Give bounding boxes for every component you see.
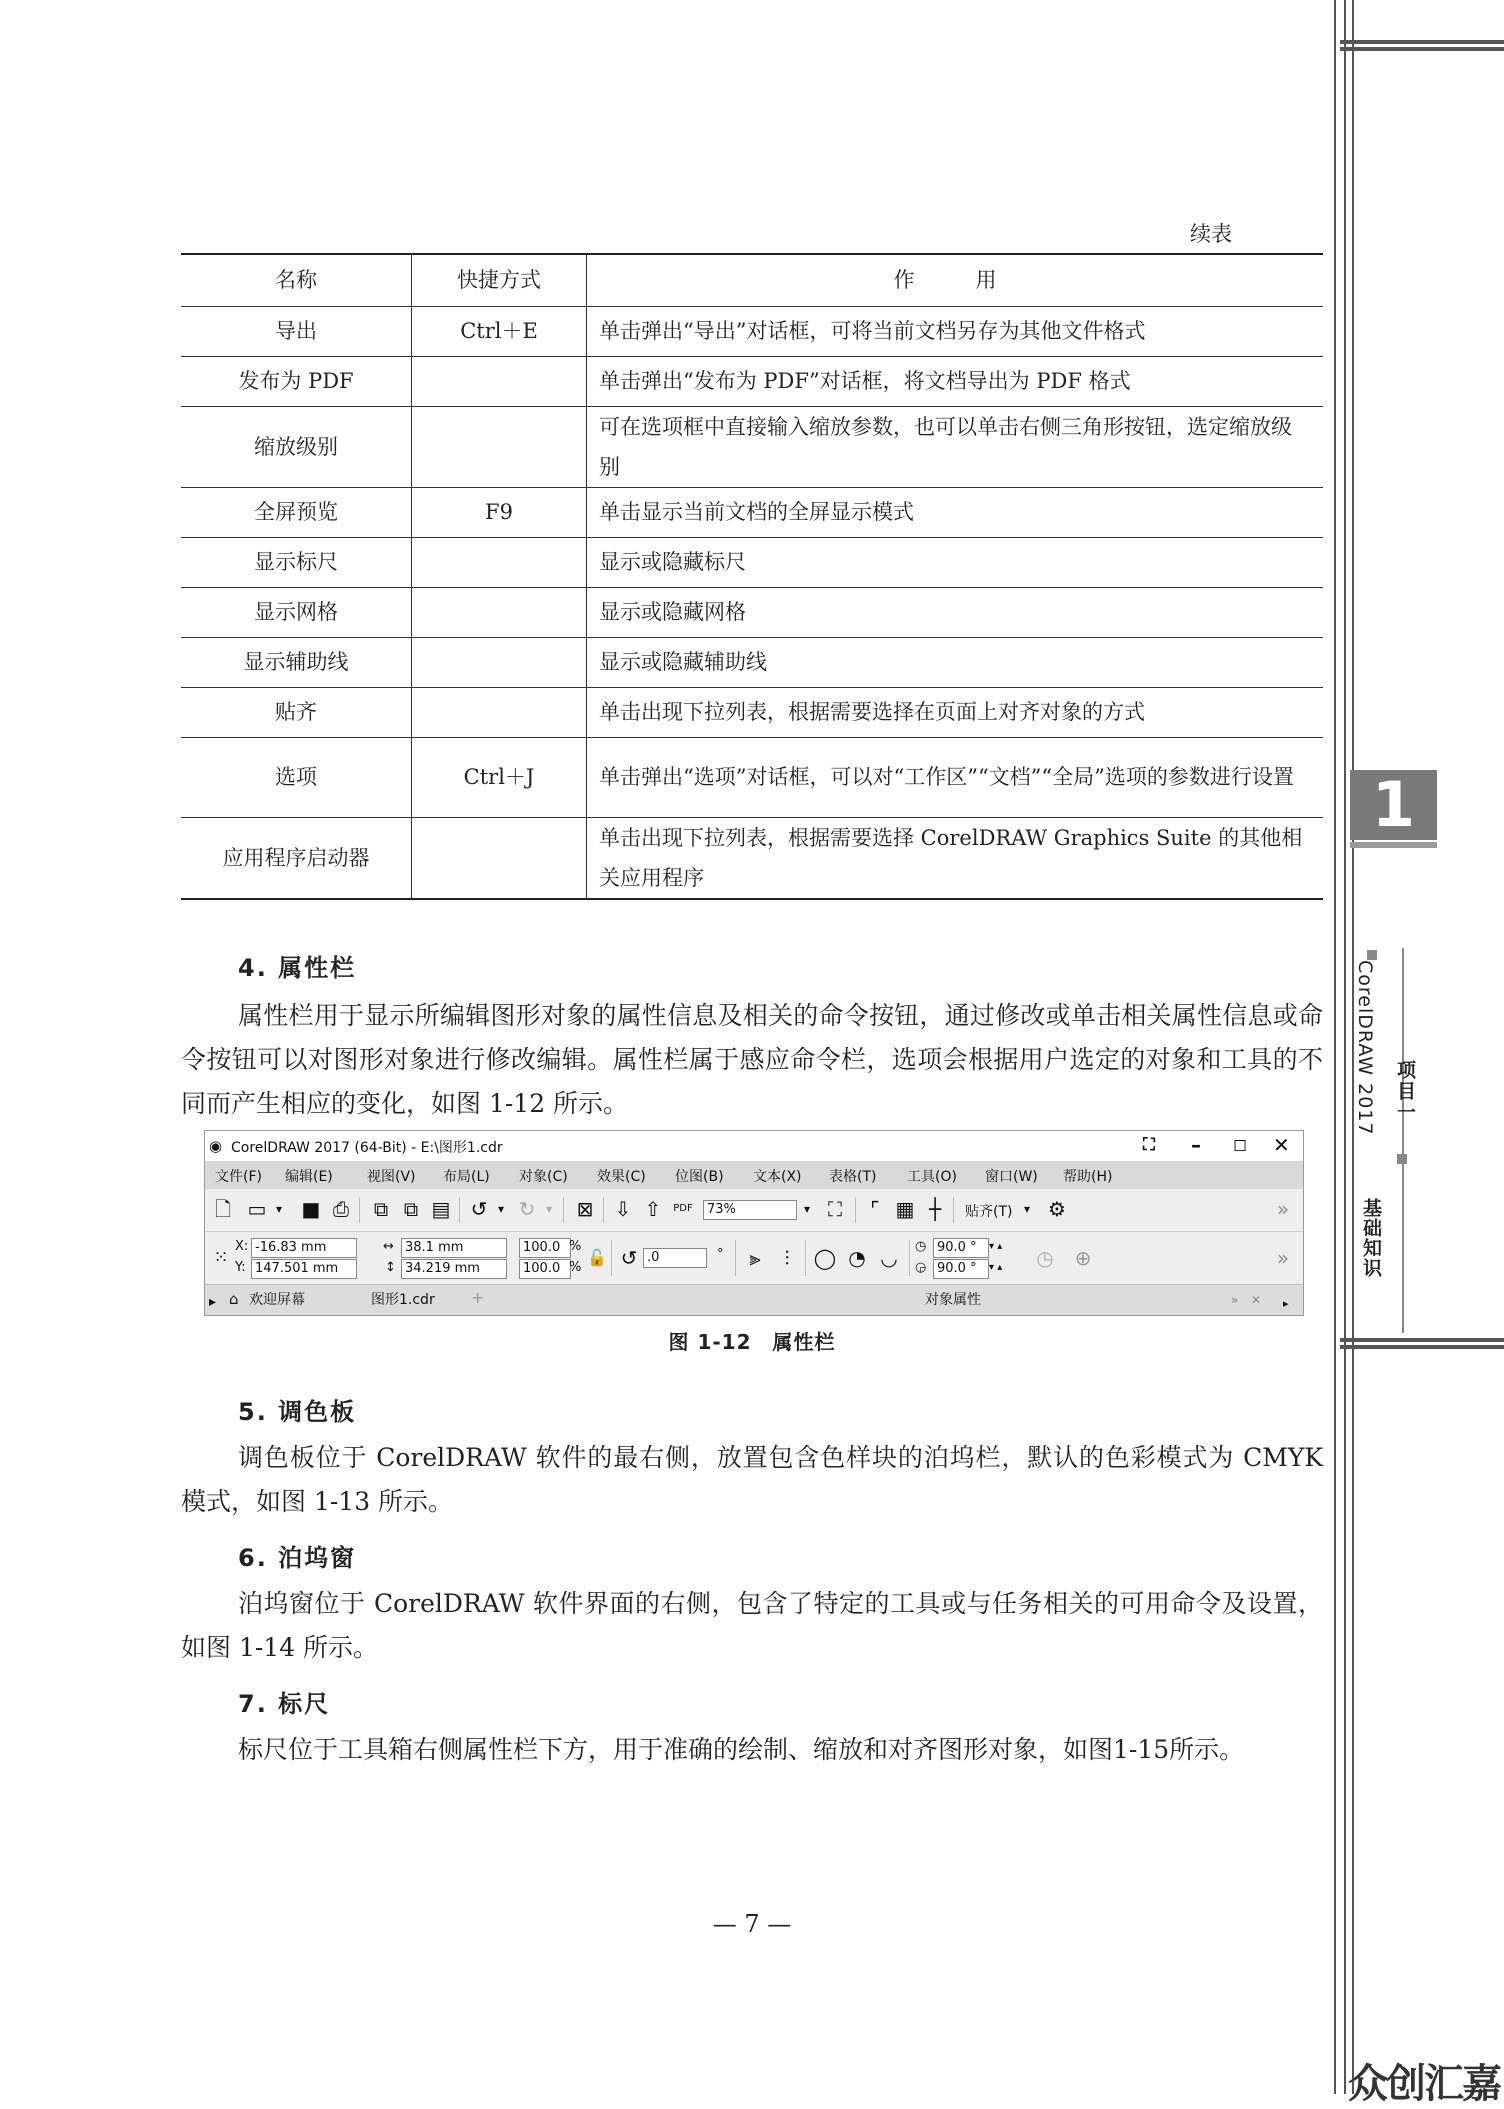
toolbar-separator (563, 1197, 564, 1223)
page-number: — 7 — (712, 1910, 792, 1938)
docker-collapse-icon[interactable]: » (1231, 1293, 1239, 1307)
tab-welcome-screen[interactable]: 欢迎屏幕 (249, 1292, 305, 1308)
spinner-icon[interactable]: ▾ ▴ (989, 1241, 1003, 1252)
menu-bar (205, 1161, 1303, 1189)
width-icon: ↔ (383, 1239, 394, 1254)
cell-name: 选项 (181, 737, 412, 817)
minimize-icon[interactable]: – (1191, 1133, 1201, 1157)
toolbar-separator (909, 1240, 910, 1276)
arc-icon[interactable]: ◡ (880, 1246, 898, 1270)
toolbar-separator (611, 1240, 612, 1276)
redo-icon[interactable]: ↻ (518, 1197, 536, 1221)
cell-shortcut: Ctrl＋E (412, 306, 587, 356)
cell-shortcut: F9 (412, 487, 587, 537)
cell-shortcut (412, 817, 587, 899)
percent-label: % (569, 1260, 582, 1275)
menu-tools[interactable]: 工具(O) (907, 1169, 957, 1185)
cell-name: 导出 (181, 306, 412, 356)
standard-toolbar (205, 1189, 1303, 1232)
cell-name: 全屏预览 (181, 487, 412, 537)
table-row (181, 817, 1323, 899)
side-title-en: CorelDRAW 2017 (1354, 960, 1376, 1136)
cell-name: 应用程序启动器 (181, 817, 412, 899)
dropdown-arrow-icon[interactable]: ▾ (275, 1202, 283, 1216)
cell-shortcut (412, 587, 587, 637)
side-title-cn: 基础知识 (1360, 1198, 1382, 1278)
section-heading: 7. 标尺 (238, 1690, 331, 1718)
cut-icon[interactable]: ⧉ (373, 1197, 389, 1221)
section-heading: 6. 泊坞窗 (238, 1544, 357, 1572)
mirror-horizontal-icon[interactable]: ⫸ (749, 1246, 761, 1270)
snap-dropdown-icon[interactable]: ▾ (1023, 1202, 1031, 1216)
full-screen-icon[interactable]: ⛶ (828, 1197, 842, 1221)
toolbar-separator (735, 1240, 736, 1276)
zoom-dropdown-icon[interactable]: ▾ (803, 1202, 811, 1216)
menu-shortcut-table (181, 253, 1323, 900)
side-project-label: 项目一 (1394, 1060, 1416, 1123)
home-icon: ⌂ (229, 1290, 239, 1308)
menu-object[interactable]: 对象(C) (519, 1169, 568, 1185)
add-icon[interactable]: ⊕ (1074, 1246, 1092, 1270)
menu-text[interactable]: 文本(X) (753, 1169, 802, 1185)
save-icon[interactable]: ■ (301, 1197, 321, 1221)
snap-to-menu[interactable]: 贴齐(T) (965, 1204, 1013, 1220)
menu-window[interactable]: 窗口(W) (985, 1169, 1038, 1185)
table-row (181, 687, 1323, 737)
cell-shortcut (412, 537, 587, 587)
zoom-level-field[interactable]: 73% (703, 1200, 797, 1220)
toolbox-flyout-icon[interactable]: ▸ (209, 1294, 217, 1310)
cell-name: 缩放级别 (181, 406, 412, 487)
table-row (181, 406, 1323, 487)
menu-view[interactable]: 视图(V) (367, 1169, 416, 1185)
table-row (181, 356, 1323, 406)
tab-document[interactable]: 图形1.cdr (371, 1292, 435, 1308)
table-row (181, 637, 1323, 687)
y-label: Y: (235, 1260, 246, 1275)
title-bar (205, 1131, 1303, 1161)
mirror-vertical-icon[interactable]: ⫶ (784, 1246, 790, 1270)
property-bar (205, 1232, 1303, 1285)
propbar-overflow-icon[interactable]: » (1276, 1246, 1290, 1270)
cell-desc: 可在选项框中直接输入缩放参数，也可以单击右侧三角形按钮，选定缩放级别 (587, 406, 1324, 487)
options-gear-icon[interactable]: ⚙ (1048, 1197, 1066, 1221)
percent-label: % (569, 1239, 582, 1254)
menu-bitmap[interactable]: 位图(B) (675, 1169, 724, 1185)
show-guidelines-icon[interactable]: ┼ (928, 1197, 942, 1221)
cell-desc: 显示或隐藏标尺 (587, 537, 1324, 587)
cell-desc: 单击出现下拉列表，根据需要选择 CorelDRAW Graphics Suite 的其他相关应用程序 (587, 817, 1324, 899)
docker-scroll-icon[interactable]: ▸ (1283, 1297, 1289, 1310)
start-angle-input[interactable]: 90.0 ° (933, 1238, 989, 1258)
y-position-input[interactable]: 147.501 mm (251, 1259, 357, 1279)
table-row (181, 737, 1323, 817)
scale-height-input[interactable]: 100.0 (519, 1259, 571, 1279)
toolbar-separator (603, 1197, 604, 1223)
section-paragraph: 调色板位于 CorelDRAW 软件的最右侧，放置包含色样块的泊坞栏，默认的色彩模式为 CMYK 模式，如图 1-13 所示。 (181, 1443, 1323, 1516)
open-icon[interactable]: ▭ (247, 1197, 267, 1221)
figure-caption: 图 1-12 属性栏 (668, 1330, 836, 1354)
toolbar-separator (855, 1197, 856, 1223)
cell-shortcut: Ctrl＋J (412, 737, 587, 817)
x-position-input[interactable]: -16.83 mm (251, 1238, 357, 1258)
square-mark-icon (1397, 1154, 1407, 1164)
width-input[interactable]: 38.1 mm (401, 1238, 507, 1258)
docker-close-icon[interactable]: ✕ (1251, 1293, 1262, 1307)
height-icon: ↕ (385, 1260, 396, 1275)
cell-desc: 显示或隐藏网格 (587, 587, 1324, 637)
table-row (181, 537, 1323, 587)
cell-name: 显示辅助线 (181, 637, 412, 687)
cell-desc: 显示或隐藏辅助线 (587, 637, 1324, 687)
cell-name: 贴齐 (181, 687, 412, 737)
cell-name: 显示网格 (181, 587, 412, 637)
cell-desc: 单击弹出“选项”对话框，可以对“工作区”“文档”“全局”选项的参数进行设置 (587, 737, 1324, 817)
lock-ratio-icon[interactable]: 🔓 (587, 1248, 607, 1267)
table-header-shortcut: 快捷方式 (412, 254, 587, 306)
object-origin-icon[interactable]: ⁙ (213, 1247, 229, 1268)
dropdown-arrow-icon[interactable]: ▾ (497, 1202, 505, 1216)
cell-shortcut (412, 406, 587, 487)
search-content-icon[interactable]: ⊠ (576, 1197, 594, 1221)
maximize-icon[interactable]: ◻ (1233, 1135, 1248, 1155)
undo-icon[interactable]: ↺ (470, 1197, 488, 1221)
table-header-name: 名称 (181, 254, 412, 306)
new-document-icon[interactable]: 🗋 (214, 1197, 232, 1221)
export-icon[interactable]: ⇧ (644, 1197, 662, 1221)
toolbar-separator (459, 1197, 460, 1223)
cell-shortcut (412, 687, 587, 737)
toolbar-overflow-icon[interactable]: » (1276, 1197, 1290, 1221)
show-rulers-icon[interactable]: ⌜ (870, 1197, 880, 1221)
end-angle-input[interactable]: 90.0 ° (933, 1259, 989, 1279)
direction-icon[interactable]: ◷ (1036, 1246, 1054, 1270)
start-angle-icon: ◷ (915, 1239, 927, 1254)
cell-name: 发布为 PDF (181, 356, 412, 406)
end-angle-icon: ◶ (915, 1260, 927, 1275)
section-paragraph: 属性栏用于显示所编辑图形对象的属性信息及相关的命令按钮，通过修改或单击相关属性信息或命令按钮可以对图形对象进行修改编辑。属性栏属于感应命令栏，选项会根据用户选定的对象和工具的不同而产生相应的变化，如图 1-12 所示。 (181, 1001, 1323, 1118)
cell-desc: 单击显示当前文档的全屏显示模式 (587, 487, 1324, 537)
table-continued-label: 续表 (1190, 222, 1232, 246)
cell-desc: 单击出现下拉列表，根据需要选择在页面上对齐对象的方式 (587, 687, 1324, 737)
cell-desc: 单击弹出“导出”对话框，可将当前文档另存为其他文件格式 (587, 306, 1324, 356)
document-tab-bar (205, 1285, 1303, 1315)
chapter-number: 1 (1371, 768, 1416, 841)
table-header-row (181, 254, 1323, 306)
show-grid-icon[interactable]: ▦ (895, 1197, 915, 1221)
cell-name: 显示标尺 (181, 537, 412, 587)
toolbar-separator (805, 1240, 806, 1276)
section-heading: 4. 属性栏 (238, 954, 357, 982)
table-row (181, 487, 1323, 537)
section-paragraph: 标尺位于工具箱右侧属性栏下方，用于准确的绘制、缩放和对齐图形对象，如图1-15所示。 (238, 1735, 1245, 1764)
menu-table[interactable]: 表格(T) (829, 1169, 877, 1185)
menu-help[interactable]: 帮助(H) (1063, 1169, 1113, 1185)
cell-desc: 单击弹出“发布为 PDF”对话框，将文档导出为 PDF 格式 (587, 356, 1324, 406)
copy-icon[interactable]: ⧉ (403, 1197, 419, 1221)
x-label: X: (235, 1239, 249, 1254)
rotation-icon[interactable]: ↺ (620, 1246, 638, 1270)
toolbar-separator (953, 1197, 954, 1223)
edge-band-line (1340, 47, 1504, 51)
coreldraw-logo-icon: ◉ (209, 1137, 223, 1155)
docker-title: 对象属性 (925, 1292, 981, 1308)
height-input[interactable]: 34.219 mm (401, 1259, 507, 1279)
menu-file[interactable]: 文件(F) (215, 1169, 262, 1185)
dropdown-arrow-icon[interactable]: ▾ (545, 1202, 553, 1216)
publish-pdf-icon[interactable]: PDF (673, 1203, 693, 1214)
paste-icon[interactable]: ▤ (431, 1197, 451, 1221)
edge-band-line (1340, 40, 1504, 44)
user-icon[interactable]: ⛶ (1143, 1135, 1155, 1155)
pie-icon[interactable]: ◔ (848, 1246, 866, 1270)
new-tab-icon[interactable]: + (471, 1288, 485, 1307)
chapter-badge-base (1350, 842, 1437, 848)
scale-width-input[interactable]: 100.0 (519, 1238, 571, 1258)
section-paragraph: 泊坞窗位于 CorelDRAW 软件界面的右侧，包含了特定的工具或与任务相关的可用命令及设置，如图 1-14 所示。 (181, 1589, 1323, 1662)
spinner-icon[interactable]: ▾ ▴ (989, 1262, 1003, 1273)
menu-edit[interactable]: 编辑(E) (285, 1169, 333, 1185)
degree-label: ° (717, 1247, 724, 1262)
print-icon[interactable]: ⎙ (333, 1197, 349, 1221)
menu-effects[interactable]: 效果(C) (597, 1169, 646, 1185)
menu-layout[interactable]: 布局(L) (443, 1169, 490, 1185)
ellipse-icon[interactable]: ◯ (813, 1246, 837, 1270)
square-mark-icon (1367, 950, 1377, 960)
close-icon[interactable]: ✕ (1273, 1133, 1290, 1157)
toolbar-separator (359, 1197, 360, 1223)
table-row (181, 306, 1323, 356)
section-heading: 5. 调色板 (238, 1398, 357, 1426)
edge-rule (1334, 0, 1336, 2094)
cell-shortcut (412, 637, 587, 687)
import-icon[interactable]: ⇩ (614, 1197, 632, 1221)
table-header-function: 作 用 (587, 254, 1324, 306)
edge-rule (1344, 0, 1346, 2094)
table-row (181, 587, 1323, 637)
chapter-badge (1350, 770, 1437, 840)
watermark: 众创汇嘉 (1348, 2061, 1500, 2107)
property-bar-screenshot (204, 1130, 1304, 1316)
rotation-angle-input[interactable]: .0 (643, 1248, 707, 1268)
cell-shortcut (412, 356, 587, 406)
window-title: CorelDRAW 2017 (64-Bit) - E:\图形1.cdr (231, 1140, 503, 1156)
side-rule (1402, 948, 1404, 1333)
